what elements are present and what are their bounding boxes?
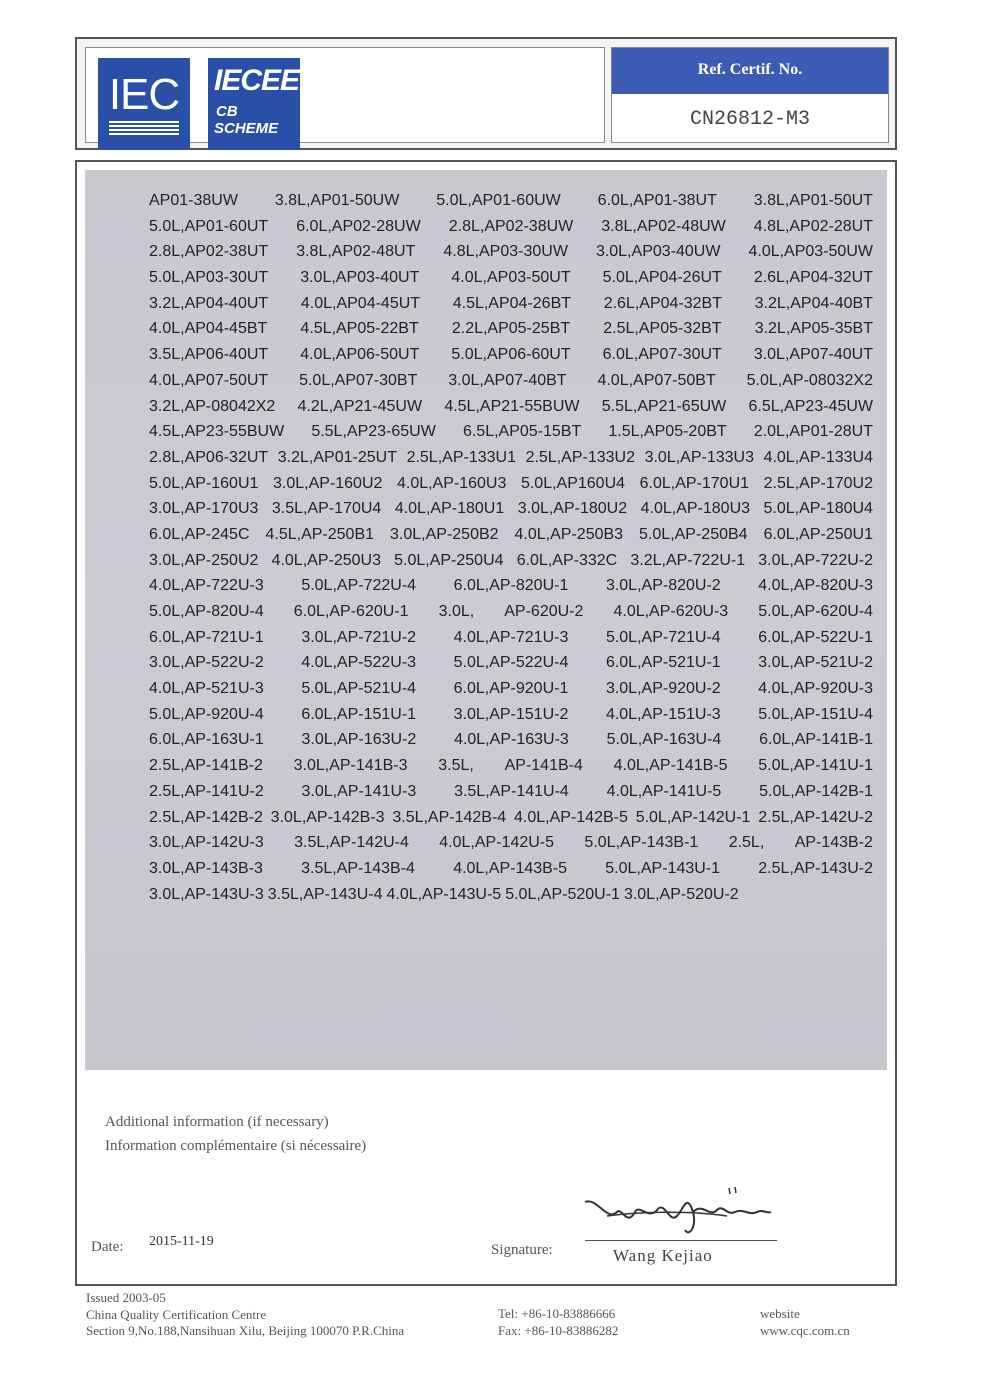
model-entry: 6.5L,AP23-45UW [748,397,873,415]
model-entry: 4.0L,AP07-50BT [597,371,716,389]
model-entry: 4.2L,AP21-45UW [297,397,423,415]
model-entry: 3.5L,AP06-40UT [149,346,269,364]
model-entry: 3.5L, [438,757,474,775]
model-entry: 4.0L,AP03-50UT [451,269,571,287]
model-entry: 5.0L,AP-920U-4 [149,705,264,723]
model-entry: 4.0L,AP04-45UT [300,294,421,312]
model-entry: 3.0L,AP-820U-2 [605,577,721,595]
model-entry: 3.0L,AP-520U-2 [623,885,739,903]
model-entry: 3.5L,AP-170U4 [271,500,382,518]
signatory-name: Wang Kejiao [613,1246,713,1265]
model-entry: 5.0L,AP-520U-1 [505,885,620,903]
model-entry: 5.0L,AP07-30BT [299,371,418,389]
model-entry: 6.0L,AP-521U-1 [605,654,721,672]
model-entry: 3.2L,AP01-25UT [277,448,397,466]
model-entry: 3.0L,AP-142U-3 [149,834,264,852]
iecee-logo-text: IECEE [214,64,300,97]
model-entry: 5.0L,AP160U4 [520,474,626,492]
model-entry: 3.0L,AP-163U-2 [301,731,417,749]
model-entry: 4.0L,AP-143B-5 [453,859,568,877]
model-entry: AP-620U-2 [504,603,584,620]
model-entry: 6.0L,AP-820U-1 [453,577,569,595]
model-entry: 3.0L,AP-160U2 [272,474,383,492]
reference-certificate-box [611,47,889,143]
model-entry: 5.0L,AP-143B-1 [584,834,699,852]
model-row [149,188,873,214]
model-row [149,265,873,291]
model-entry: 3.0L,AP03-40UW [595,243,721,261]
model-entry: 5.0L,AP-180U4 [763,500,873,518]
model-entry: 3.2L,AP-08042X2 [149,397,276,415]
model-list [149,188,873,907]
model-entry: AP-143B-2 [794,834,873,852]
model-entry: 5.0L,AP-142U-1 [635,808,751,826]
model-entry: 3.8L,AP01-50UW [274,192,400,209]
model-row [149,779,873,805]
cb-logo-text: CB [216,103,238,120]
additional-info-en: Additional information (if necessary) [105,1114,329,1130]
model-entry: 6.0L,AP-920U-1 [453,680,569,698]
fax: Fax: +86-10-83886282 [498,1322,619,1338]
model-row [149,625,873,651]
model-entry: 2.6L,AP04-32BT [603,294,722,312]
model-entry: 5.5L,AP21-65UW [601,397,727,415]
model-entry: 2.8L,AP06-32UT [149,448,269,466]
model-entry: 5.0L,AP-160U1 [149,474,259,492]
model-entry: 5.0L,AP-142B-1 [759,782,873,800]
model-entry: 4.0L,AP-250U3 [271,551,381,569]
model-entry: 3.8L,AP01-50UT [753,192,873,209]
model-row [149,368,873,394]
model-entry: 3.2L,AP-722U-1 [630,551,746,569]
model-entry: 3.0L,AP-151U-2 [453,705,569,723]
model-entry: 4.0L,AP-151U-3 [605,705,721,723]
model-entry: 6.0L,AP-332C [516,551,618,569]
model-entry: 3.5L,AP-141U-4 [454,782,569,800]
model-entry: 4.5L,AP21-55BUW [444,397,580,415]
certificate-body [75,160,897,1286]
model-entry: 5.0L,AP03-30UT [149,269,269,287]
iec-logo-text: IEC [108,70,180,119]
model-entry: 5.0L,AP-521U-4 [301,680,417,698]
model-entry: 4.0L,AP-820U-3 [758,577,873,595]
model-entry: 3.5L,AP-143B-4 [301,859,415,877]
model-entry: 5.5L,AP23-65UW [311,423,436,441]
handwritten-signature [577,1182,777,1242]
model-entry: 3.0L,AP-722U-2 [758,551,873,569]
model-row [149,342,873,368]
model-entry: 4.0L,AP03-50UW [748,243,873,261]
model-entry: 2.5L, [728,834,765,852]
model-entry: 4.5L,AP23-55BUW [149,423,285,441]
model-entry: 5.0L,AP-250U4 [394,551,504,569]
model-entry: 3.5L,AP-142U-4 [294,834,409,852]
model-row [149,394,873,420]
model-row [149,419,873,445]
model-entry: 2.6L,AP04-32UT [753,269,873,287]
model-entry: 4.0L,AP-180U1 [394,500,505,518]
model-entry: 3.8L,AP02-48UW [601,217,726,235]
model-entry: 5.0L,AP-08032X2 [746,371,873,389]
model-entry: 4.0L,AP-522U-3 [301,654,417,672]
date-value: 2015-11-19 [149,1234,214,1249]
model-entry: 4.0L,AP07-50UT [149,371,269,389]
model-entry: 4.5L,AP05-22BT [300,320,419,338]
model-row [149,291,873,317]
model-entry: 3.0L,AP-170U3 [149,500,259,518]
model-entry: 3.8L,AP02-48UT [296,243,416,261]
model-entry: 5.0L,AP-721U-4 [605,628,721,646]
model-entry: 2.5L,AP-141U-2 [149,782,264,800]
ref-certif-title: Ref. Certif. No. [612,48,888,94]
model-entry: 3.2L,AP04-40UT [149,294,269,312]
model-entry: 5.0L,AP01-60UT [149,217,269,235]
footer-issuer [86,1290,404,1340]
model-entry: 3.0L,AP-250B2 [390,525,499,543]
iec-logo-bars [109,121,179,135]
model-entry: 4.5L,AP04-26BT [452,294,572,312]
model-entry: 2.5L,AP-133U2 [525,448,635,466]
model-row [149,471,873,497]
model-entry: 5.0L,AP-820U-4 [149,603,264,620]
model-entry: 3.0L,AP07-40UT [753,346,873,364]
model-entry: 6.0L,AP-170U1 [639,474,750,492]
model-entry: 6.0L,AP-620U-1 [293,603,409,620]
telephone: Tel: +86-10-83886666 [498,1306,616,1321]
model-entry: 6.0L,AP-151U-1 [301,705,417,723]
model-entry: 3.2L,AP05-35BT [754,320,873,338]
model-entry: 3.0L,AP-721U-2 [301,628,417,646]
model-entry: 3.0L,AP-141U-3 [301,782,417,800]
model-entry: 3.0L, [438,603,475,620]
signature-line [585,1240,777,1241]
model-entry: 4.5L,AP-250B1 [265,525,375,543]
logo-panel [85,47,605,143]
model-entry: 6.0L,AP07-30UT [602,346,722,364]
model-entry: 5.0L,AP-620U-4 [758,603,873,620]
model-entry: 2.5L,AP-133U1 [406,448,516,466]
model-row [149,548,873,574]
model-row [149,214,873,240]
model-entry: 4.0L,AP-620U-3 [613,603,729,620]
model-row [149,727,873,753]
model-entry: 1.5L,AP05-20BT [608,423,727,441]
model-entry: 4.0L,AP-141B-5 [613,757,728,775]
model-entry: 5.0L,AP-141U-1 [758,757,873,775]
model-row [149,573,873,599]
model-entry: 5.0L,AP-722U-4 [301,577,417,595]
iecee-cb-scheme-logo [208,58,300,150]
model-entry: 6.0L,AP-522U-1 [758,628,873,646]
model-entry: 3.0L,AP03-40UT [300,269,420,287]
model-entry: 6.0L,AP-721U-1 [149,628,264,646]
model-entry: 6.5L,AP05-15BT [462,423,582,441]
model-entry: 4.8L,AP03-30UW [443,243,568,261]
model-entry: 2.2L,AP05-25BT [451,320,571,338]
certificate-header [75,37,897,150]
model-entry: 4.0L,AP-160U3 [396,474,507,492]
model-entry: 2.5L,AP-142B-2 [149,808,263,826]
model-entry: 5.0L,AP06-60UT [451,346,571,364]
model-entry: 3.2L,AP04-40BT [754,294,873,312]
model-entry: 4.0L,AP-142B-5 [514,808,628,826]
model-row [149,856,873,882]
model-row [149,522,873,548]
model-entry: 4.0L,AP-141U-5 [606,782,722,800]
model-row [149,805,873,831]
model-entry: 3.0L,AP-920U-2 [605,680,721,698]
footer-website [760,1306,850,1339]
model-entry: 4.0L,AP-920U-3 [758,680,873,698]
model-row [149,702,873,728]
model-entry: 2.5L,AP05-32BT [603,320,722,338]
model-entry: 4.0L,AP-721U-3 [453,628,569,646]
model-entry: AP-141B-4 [504,757,583,775]
model-entry: 4.0L,AP-250B3 [514,525,624,543]
model-entry: AP01-38UW [149,192,238,209]
model-row [149,239,873,265]
model-entry: 5.0L,AP01-60UW [436,192,561,209]
issued-date: Issued 2003-05 [86,1290,166,1305]
model-row [149,882,873,908]
model-entry: 5.0L,AP-522U-4 [453,654,569,672]
footer-contact [498,1306,618,1339]
model-entry: 4.0L,AP-133U4 [763,448,873,466]
model-row [149,753,873,779]
model-entry: 3.5L,AP-142B-4 [392,808,507,826]
model-row [149,676,873,702]
model-entry: 4.0L,AP-722U-3 [149,577,264,595]
model-row [149,650,873,676]
model-entry: 5.0L,AP-250B4 [639,525,748,543]
model-entry: 4.0L,AP-143U-5 [386,885,502,903]
model-entry: 5.0L,AP-143U-1 [605,859,721,877]
model-entry: 4.0L,AP-521U-3 [149,680,264,698]
website-label: website [760,1306,800,1321]
model-entry: 2.0L,AP01-28UT [753,423,873,441]
iec-logo [98,58,190,150]
model-entry: 3.0L,AP-180U2 [517,500,628,518]
website-link[interactable]: www.cqc.com.cn [760,1322,850,1338]
issuing-organization: China Quality Certification Centre [86,1306,267,1322]
model-entry: 3.0L,AP-133U3 [644,448,754,466]
model-entry: 2.5L,AP-170U2 [763,474,873,492]
model-entry: 6.0L,AP-250U1 [763,525,873,543]
model-entry: 3.0L,AP-250U2 [149,551,259,569]
model-entry: 3.0L,AP-142B-3 [270,808,385,826]
model-entry: 3.0L,AP-521U-2 [758,654,873,672]
model-entry: 3.5L,AP-143U-4 [267,885,383,903]
model-entry: 5.0L,AP04-26UT [602,269,722,287]
model-entry: 3.0L,AP07-40BT [448,371,567,389]
model-entry: 6.0L,AP-141B-1 [759,731,873,749]
model-entry: 4.8L,AP02-28UT [753,217,873,235]
ref-certif-number: CN26812-M3 [689,108,811,131]
model-entry: 6.0L,AP02-28UW [296,217,421,235]
model-row [149,496,873,522]
model-entry: 3.0L,AP-141B-3 [293,757,408,775]
model-entry: 6.0L,AP-245C [149,525,250,543]
model-entry: 3.0L,AP-143B-3 [149,859,263,877]
model-entry: 4.0L,AP-180U3 [640,500,751,518]
model-entry: 4.0L,AP06-50UT [300,346,420,364]
model-row [149,599,873,625]
model-entry: 3.0L,AP-143U-3 [149,885,264,903]
model-entry: 2.5L,AP-141B-2 [149,757,263,775]
model-row [149,445,873,471]
organization-address: Section 9,No.188,Nansihuan Xilu, Beijing 100070 P.R.China [86,1323,405,1338]
model-entry: 2.5L,AP-142U-2 [758,808,873,826]
date-label: Date: [91,1239,124,1255]
model-entry: 4.0L,AP-142U-5 [439,834,555,852]
model-entry: 6.0L,AP-163U-1 [149,731,264,749]
additional-information [105,1110,366,1158]
model-entry: 2.5L,AP-143U-2 [758,859,873,877]
model-entry: 5.0L,AP-151U-4 [758,705,873,723]
model-row [149,316,873,342]
model-entry: 2.8L,AP02-38UW [448,217,574,235]
model-entry: 3.0L,AP-522U-2 [149,654,264,672]
model-entry: 2.8L,AP02-38UT [149,243,269,261]
model-entry: 4.0L,AP-163U-3 [454,731,569,749]
model-row [149,830,873,856]
scheme-logo-text: SCHEME [214,120,279,137]
signature-label: Signature: [491,1242,553,1258]
model-entry: 4.0L,AP04-45BT [149,320,268,338]
model-entry: 6.0L,AP01-38UT [597,192,717,209]
additional-info-fr: Information complémentaire (si nécessaire) [105,1138,367,1154]
model-entry: 5.0L,AP-163U-4 [606,731,722,749]
